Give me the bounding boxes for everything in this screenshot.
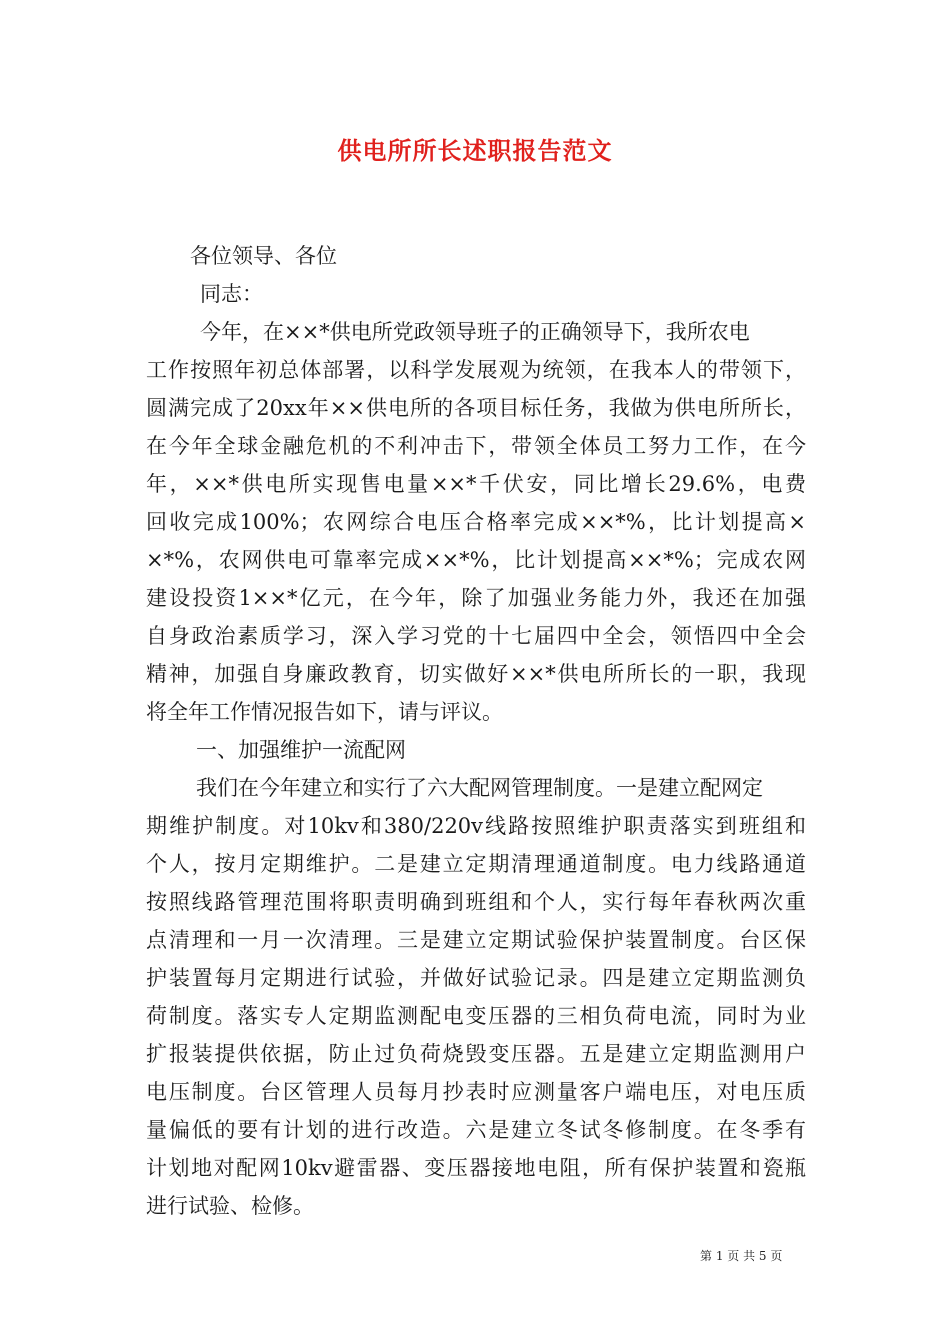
paragraph-line: 计划地对配网10kv避雷器、变压器接地电阻，所有保护装置和瓷瓶 — [146, 1156, 806, 1180]
greeting-line: 同志： — [200, 282, 263, 306]
paragraph-line: 按照线路管理范围将职责明确到班组和个人，实行每年春秋两次重 — [146, 890, 806, 914]
paragraph-line: 圆满完成了20xx年××供电所的各项目标任务，我做为供电所所长， — [146, 396, 806, 420]
paragraph-line: 工作按照年初总体部署，以科学发展观为统领，在我本人的带领下， — [146, 358, 806, 382]
paragraph-line: 将全年工作情况报告如下，请与评议。 — [146, 700, 503, 724]
section-heading: 一、加强维护一流配网 — [196, 738, 406, 762]
paragraph-line: 量偏低的要有计划的进行改造。六是建立冬试冬修制度。在冬季有 — [146, 1118, 806, 1142]
paragraph-line: ×*%，农网供电可靠率完成××*%，比计划提高××*%；完成农网 — [146, 548, 806, 572]
paragraph-line: 精神，加强自身廉政教育，切实做好××*供电所所长的一职，我现 — [146, 662, 806, 686]
paragraph-line: 电压制度。台区管理人员每月抄表时应测量客户端电压，对电压质 — [146, 1080, 806, 1104]
document-title: 供电所所长述职报告范文 — [337, 136, 613, 165]
paragraph-line: 扩报装提供依据，防止过负荷烧毁变压器。五是建立定期监测用户 — [146, 1042, 806, 1066]
paragraph-line: 建设投资1××*亿元，在今年，除了加强业务能力外，我还在加强 — [146, 586, 806, 610]
paragraph-line: 荷制度。落实专人定期监测配电变压器的三相负荷电流，同时为业 — [146, 1004, 806, 1028]
paragraph-line: 回收完成100%；农网综合电压合格率完成××*%，比计划提高× — [146, 510, 806, 534]
page-number: 第 1 页 共 5 页 — [700, 1249, 783, 1263]
paragraph-line: 年，××*供电所实现售电量××*千伏安，同比增长29.6%，电费 — [146, 472, 806, 496]
greeting-line: 各位领导、各位 — [190, 244, 337, 268]
paragraph-line: 我们在今年建立和实行了六大配网管理制度。一是建立配网定 — [196, 776, 763, 800]
paragraph-line: 护装置每月定期进行试验，并做好试验记录。四是建立定期监测负 — [146, 966, 806, 990]
paragraph-line: 在今年全球金融危机的不利冲击下，带领全体员工努力工作，在今 — [146, 434, 806, 458]
paragraph-line: 自身政治素质学习，深入学习党的十七届四中全会，领悟四中全会 — [146, 624, 806, 648]
paragraph-line: 期维护制度。对10kv和380/220v线路按照维护职责落实到班组和 — [146, 814, 806, 838]
paragraph-line: 个人，按月定期维护。二是建立定期清理通道制度。电力线路通道 — [146, 852, 806, 876]
paragraph-line: 点清理和一月一次清理。三是建立定期试验保护装置制度。台区保 — [146, 928, 806, 952]
paragraph-line: 今年，在××*供电所党政领导班子的正确领导下，我所农电 — [200, 320, 750, 344]
paragraph-line: 进行试验、检修。 — [146, 1194, 314, 1218]
